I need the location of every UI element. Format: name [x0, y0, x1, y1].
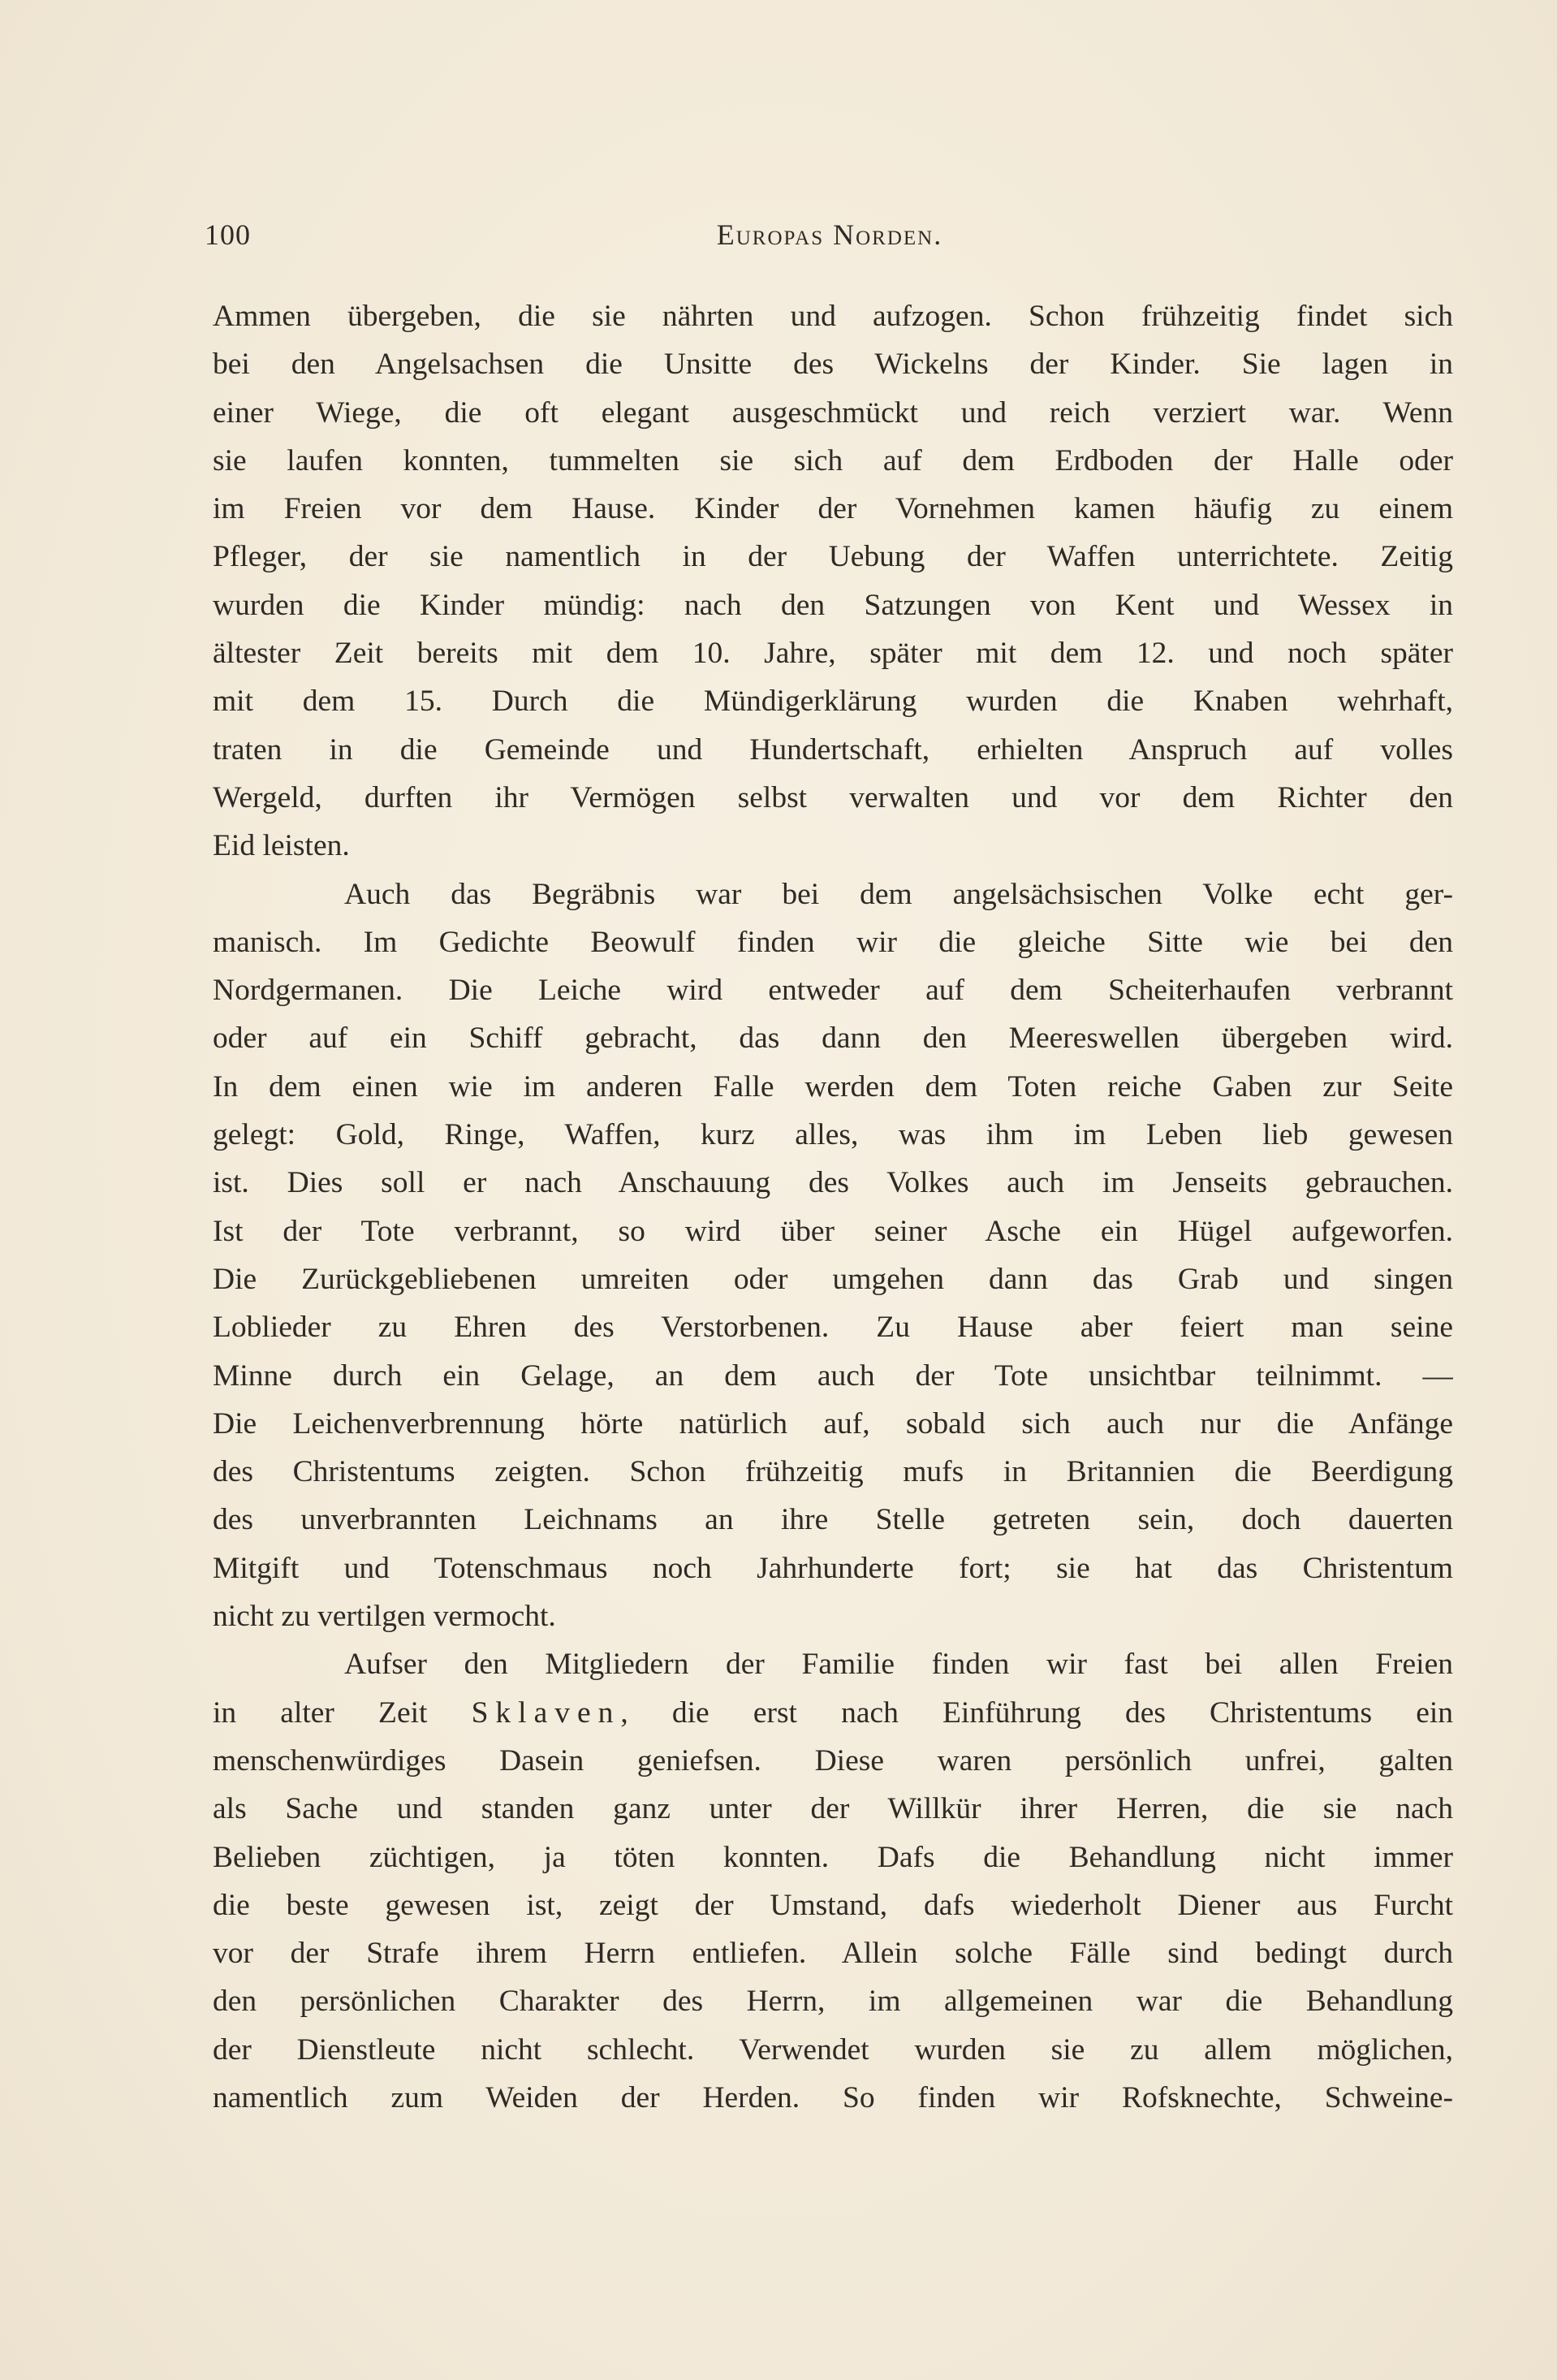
body-text	[213, 292, 1453, 2122]
text-line: Die Zurückgebliebenen umreiten oder umgehen dann das Grab und singen	[213, 1262, 1453, 1296]
running-head: Europas Norden.	[716, 218, 943, 251]
text-line: namentlich zum Weiden der Herden. So finden wir Rofsknechte, Schweine-	[213, 2080, 1453, 2114]
text-line: der Dienstleute nicht schlecht. Verwendet wurden sie zu allem möglichen,	[213, 2032, 1453, 2067]
text-line: Mitgift und Totenschmaus noch Jahrhunderte fort; sie hat das Christentum	[213, 1551, 1453, 1585]
text-line: bei den Angelsachsen die Unsitte des Wickelns der Kinder. Sie lagen in	[213, 348, 1453, 382]
text-line: Pfleger, der sie namentlich in der Uebung der Waffen unterrichtete. Zeitig	[213, 540, 1453, 574]
text-line: Ist der Tote verbrannt, so wird über seiner Asche ein Hügel aufgeworfen.	[213, 1214, 1453, 1248]
text-line: mit dem 15. Durch die Mündigerklärung wurden die Knaben wehrhaft,	[213, 685, 1453, 719]
page-header	[205, 218, 1455, 258]
paragraph-burial	[213, 870, 1453, 1641]
text-line: sie laufen konnten, tummelten sie sich auf dem Erdboden der Halle oder	[213, 443, 1453, 477]
text-line: traten in die Gemeinde und Hundertschaft, erhielten Anspruch auf volles	[213, 732, 1453, 767]
text-line: gelegt: Gold, Ringe, Waffen, kurz alles, was ihm im Leben lieb gewesen	[213, 1118, 1453, 1152]
text-line: wurden die Kinder mündig: nach den Satzungen von Kent und Wessex in	[213, 588, 1453, 622]
text-line: die beste gewesen ist, zeigt der Umstand, dafs wiederholt Diener aus Furcht	[213, 1888, 1453, 1922]
text-line: Nordgermanen. Die Leiche wird entweder auf dem Scheiterhaufen verbrannt	[213, 974, 1453, 1008]
text-fragment: , die erst nach Einführung des Christentums ein	[620, 1695, 1453, 1730]
text-line: In dem einen wie im anderen Falle werden dem Toten reiche Gaben zur Seite	[213, 1069, 1453, 1104]
text-line: Wergeld, durften ihr Vermögen selbst verwalten und vor dem Richter den	[213, 780, 1453, 814]
text-line: des unverbrannten Leichnams an ihre Stelle getreten sein, doch dauerten	[213, 1503, 1453, 1537]
text-line: den persönlichen Charakter des Herrn, im allgemeinen war die Behandlung	[213, 1985, 1453, 2019]
paragraph-children	[213, 292, 1453, 870]
text-line: Belieben züchtigen, ja töten konnten. Dafs die Behandlung nicht immer	[213, 1840, 1453, 1874]
text-line: Die Leichenverbrennung hörte natürlich auf, sobald sich auch nur die Anfänge	[213, 1406, 1453, 1441]
text-line: menschenwürdiges Dasein geniefsen. Diese waren persönlich unfrei, galten	[213, 1743, 1453, 1777]
text-line: Minne durch ein Gelage, an dem auch der Tote unsichtbar teilnimmt. —	[213, 1358, 1453, 1393]
text-line: manisch. Im Gedichte Beowulf finden wir die gleiche Sitte wie bei den	[213, 925, 1453, 959]
text-line: oder auf ein Schiff gebracht, das dann den Meereswellen übergeben wird.	[213, 1022, 1453, 1056]
text-line: als Sache und standen ganz unter der Willkür ihrer Herren, die sie nach	[213, 1792, 1453, 1826]
text-line: Loblieder zu Ehren des Verstorbenen. Zu Hause aber feiert man seine	[213, 1311, 1453, 1345]
paragraph-slaves	[213, 1640, 1453, 2122]
text-line: ältester Zeit bereits mit dem 10. Jahre, später mit dem 12. und noch später	[213, 637, 1453, 671]
text-line: ist. Dies soll er nach Anschauung des Volkes auch im Jenseits gebrauchen.	[213, 1166, 1453, 1200]
page-number: 100	[205, 218, 251, 251]
text-line: im Freien vor dem Hause. Kinder der Vornehmen kamen häufig zu einem	[213, 492, 1453, 526]
text-line: des Christentums zeigten. Schon frühzeitig mufs in Britannien die Beerdigung	[213, 1455, 1453, 1489]
text-line: nicht zu vertilgen vermocht.	[213, 1600, 556, 1634]
text-line: vor der Strafe ihrem Herrn entliefen. Allein solche Fälle sind bedingt durch	[213, 1937, 1453, 1971]
text-line: Auch das Begräbnis war bei dem angelsächsischen Volke echt ger-	[344, 877, 1453, 911]
spaced-emphasis-word: Sklaven	[471, 1695, 621, 1730]
text-line: einer Wiege, die oft elegant ausgeschmückt und reich verziert war. Wenn	[213, 395, 1453, 430]
text-fragment: in alter Zeit	[213, 1695, 472, 1730]
text-line: Ammen übergeben, die sie nährten und aufzogen. Schon frühzeitig findet sich	[213, 300, 1453, 333]
text-line: Aufser den Mitgliedern der Familie finden wir fast bei allen Freien	[344, 1648, 1453, 1682]
text-line-with-spaced-word	[213, 1689, 1453, 1737]
text-line: Eid leisten.	[213, 829, 350, 863]
